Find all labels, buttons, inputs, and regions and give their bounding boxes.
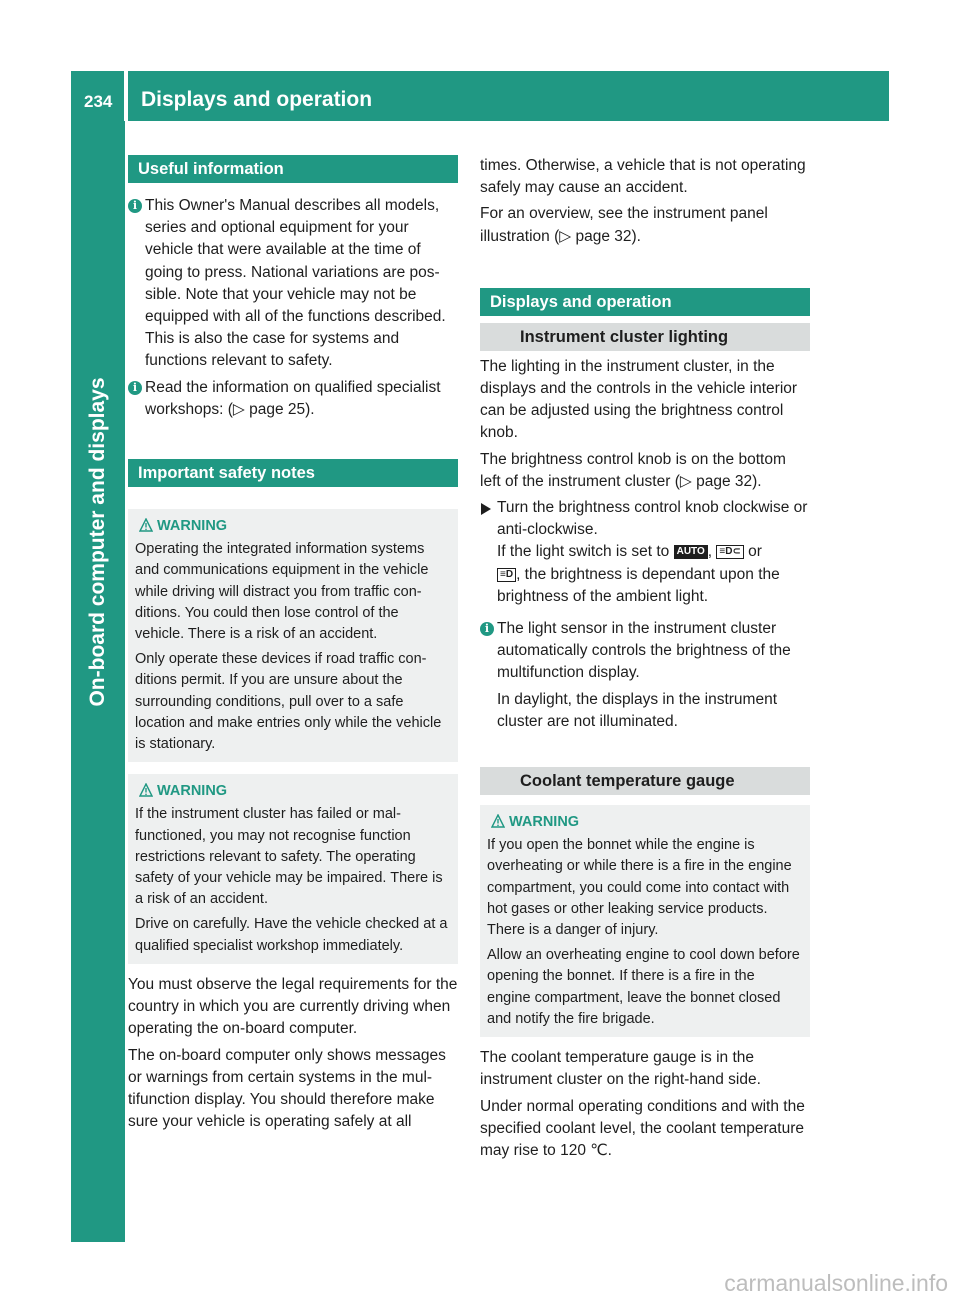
body-paragraph: The on-board computer only shows messages or warnings from certain systems in the multifunction display. You should therefore make sure your vehicle is operating safely at all	[128, 1046, 446, 1131]
header-divider	[124, 71, 128, 121]
body-paragraph: Under normal operating conditions and with the specified coolant level, the coolant temperature may rise to 120 ℃.	[480, 1097, 805, 1159]
body-paragraph: For an overview, see the instrument panel illustration (▷ page 32).	[480, 205, 768, 245]
info-note	[128, 377, 458, 421]
warning-triangle-icon	[139, 783, 153, 797]
instruction-step: Turn the brightness control knob clockwise or anti-clockwise. If the light switch is set to AUTO , ≡D⊂ or ≡D , the brightness is dependant upon the brightness of the ambient light.	[480, 497, 810, 608]
page-number: 234	[84, 92, 113, 111]
info-note	[128, 195, 458, 373]
side-tab-label: On-board computer and displays	[86, 377, 109, 707]
section-heading-useful-information: Useful information	[128, 155, 458, 183]
subsection-heading-lighting: Instrument cluster lighting	[480, 323, 810, 351]
step-arrow-icon	[481, 503, 491, 515]
warning-box	[128, 774, 458, 964]
warning-box	[480, 805, 810, 1037]
warning-text: Drive on carefully. Have the vehicle checked at a qualified specialist workshop immediately.	[135, 916, 448, 954]
body-paragraph: The coolant temperature gauge is in the instrument cluster on the right-hand side.	[480, 1049, 761, 1089]
warning-triangle-icon	[139, 518, 153, 532]
body-paragraph: The brightness control knob is on the bottom left of the instrument cluster (▷ page 32).	[480, 450, 786, 490]
info-icon: i	[480, 622, 494, 636]
watermark: carmanualsonline.info	[724, 1270, 948, 1296]
info-text: The light sensor in the instrument cluster automatically controls the brightness of the multifunction display.	[497, 620, 791, 682]
info-text: This Owner's Manual describes all models, series and optional equipment for your vehicle that were available at the time of going to press. National variations are possible. Note that your vehicle may not be equipped with all of the functions described. This is also the case for systems and functions relevant to safety.	[145, 197, 446, 370]
warning-text: If you open the bonnet while the engine is overheating or while there is a fire in the engine compartment, you could come into contact with hot gases or other leaking service products. There is a danger of injury.	[487, 837, 792, 939]
body-paragraph: You must observe the legal requirements for the country in which you are currently driving when operating the on-board computer.	[128, 975, 458, 1038]
section-heading-safety-notes: Important safety notes	[128, 459, 458, 487]
step-text: Turn the brightness control knob clockwise or anti-clockwise.	[497, 499, 808, 539]
warning-title: WARNING	[135, 516, 450, 537]
info-icon: i	[128, 381, 142, 395]
page-title: Displays and operation	[141, 88, 373, 111]
info-text: In daylight, the displays in the instrument cluster are not illuminated.	[497, 690, 778, 730]
dipped-beam-icon: ≡D	[497, 568, 516, 582]
auto-light-icon: AUTO	[674, 545, 708, 559]
body-paragraph: The lighting in the instrument cluster, in the displays and the controls in the vehicle interior can be adjusted using the brightness control knob.	[480, 357, 798, 442]
warning-text: Operating the integrated information systems and communications equipment in the vehicle while driving will distract you from traffic conditions. You could then lose control of the vehicle. There is a risk of an accident.	[135, 541, 429, 643]
section-heading-displays: Displays and operation	[480, 288, 810, 316]
left-column	[128, 155, 458, 1137]
warning-text: If the instrument cluster has failed or malfunctioned, you may not recognise function restrictions relevant to safety. The operating safety of your vehicle may be impaired. There is a risk of an accident.	[135, 806, 443, 908]
warning-box	[128, 509, 458, 762]
info-text: Read the information on qualified specialist workshops: (▷ page 25).	[145, 378, 441, 418]
side-lamps-icon: ≡D⊂	[716, 545, 743, 559]
info-icon: i	[128, 199, 142, 213]
warning-triangle-icon	[491, 814, 505, 828]
body-paragraph: times. Otherwise, a vehicle that is not operating safely may cause an accident.	[480, 157, 806, 197]
warning-text: Only operate these devices if road traffic conditions permit. If you are unsure about the surrounding conditions, pull over to a safe location and make entries only while the vehicle is stationary.	[135, 651, 442, 753]
info-note	[480, 618, 810, 733]
warning-title: WARNING	[135, 781, 450, 802]
warning-title: WARNING	[487, 812, 802, 833]
warning-text: Allow an overheating engine to cool down before opening the bonnet. If there is a fire in the engine compartment, leave the bonnet closed and notify the fire brigade.	[487, 947, 800, 1027]
right-column	[480, 155, 810, 1166]
subsection-heading-coolant: Coolant temperature gauge	[480, 767, 810, 795]
